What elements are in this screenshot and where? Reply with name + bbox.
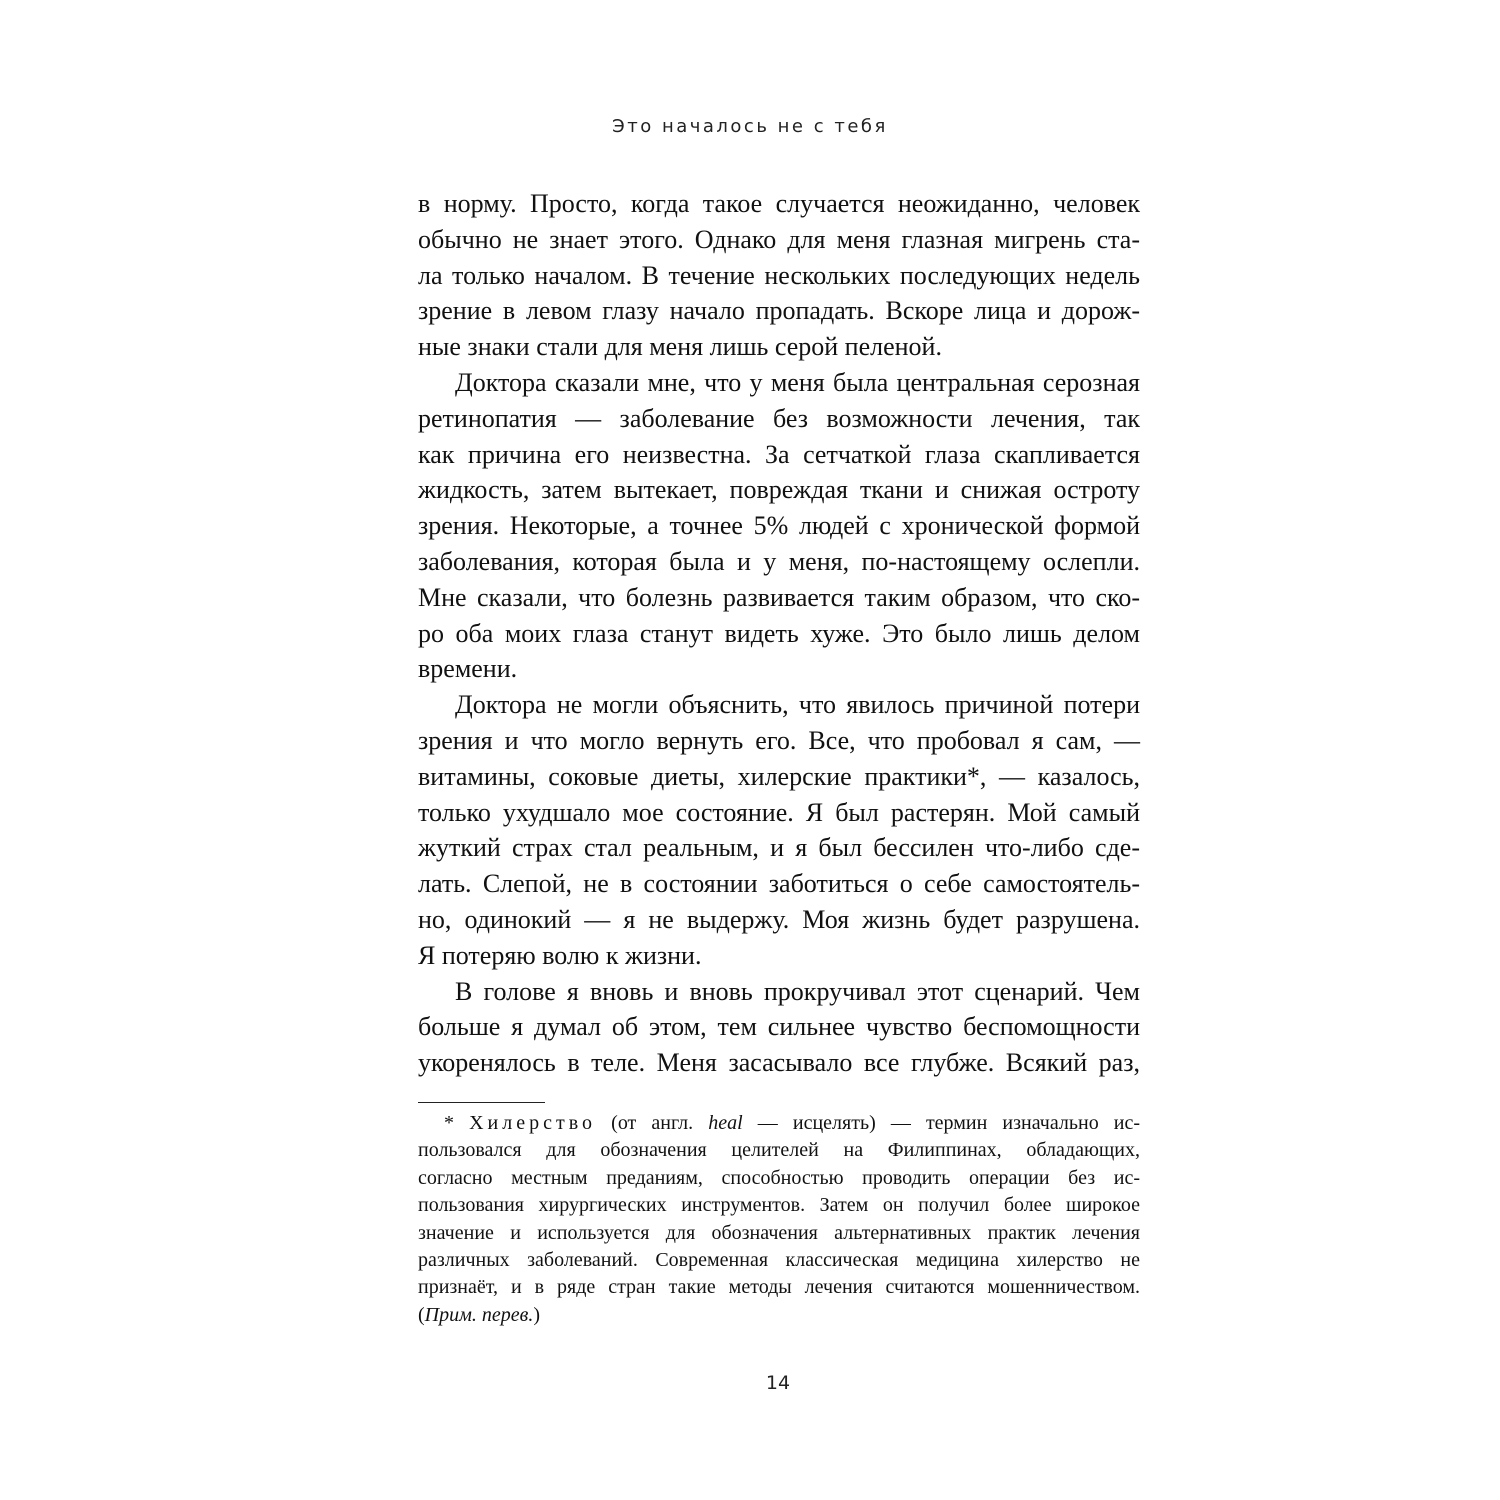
footnote-term: Хилерство — [469, 1112, 597, 1134]
body-line: как причина его неизвестна. За сетчаткой глаза скапливается — [418, 439, 1140, 469]
body-line-paragraph-start: Доктора не могли объяснить, что явилось причиной потери — [455, 690, 1140, 720]
body-line: зрения и что могло вернуть его. Все, что пробовал я сам, — — [418, 725, 1140, 755]
footnote-line: согласно местным преданиям, способностью проводить операции без ис- — [418, 1166, 1140, 1189]
body-line: больше я думал об этом, тем сильнее чувство беспомощности — [418, 1012, 1140, 1042]
footnote-separator — [418, 1102, 545, 1103]
body-line: ла только началом. В течение нескольких последующих недель — [418, 260, 1140, 290]
body-line: Я потеряю волю к жизни. — [418, 940, 702, 970]
footnote-english-word: heal — [708, 1112, 743, 1134]
body-line: жидкость, затем вытекает, повреждая ткани и снижая остроту — [418, 475, 1140, 505]
footnote-line: пользовался для обозначения целителей на Филиппинах, обладающих, — [418, 1139, 1140, 1162]
body-line: заболевания, которая была и у меня, по-настоящему ослепли. — [418, 546, 1140, 576]
body-line: укоренялось в теле. Меня засасывало все глубже. Всякий раз, — [418, 1048, 1140, 1078]
footnote-line: различных заболеваний. Современная классическая медицина хилерство не — [418, 1249, 1140, 1272]
footnote-line: значение и используется для обозначения альтернативных практик лечения — [418, 1221, 1140, 1244]
body-line: Мне сказали, что болезнь развивается таким образом, что ско- — [418, 582, 1140, 612]
body-line: ро оба моих глаза станут видеть хуже. Это было лишь делом — [418, 618, 1140, 648]
body-line: времени. — [418, 654, 518, 684]
body-line: зрения. Некоторые, а точнее 5% людей с хронической формой — [418, 511, 1140, 541]
body-line-paragraph-start: В голове я вновь и вновь прокручивал этот сценарий. Чем — [455, 976, 1140, 1006]
footnote-line: признаёт, и в ряде стран такие методы лечения считаются мошенничеством. — [418, 1276, 1140, 1299]
footnote-note-open: ( — [418, 1303, 425, 1326]
body-line: зрение в левом глазу начало пропадать. Вскоре лица и дорож- — [418, 296, 1140, 326]
footnote-open-paren: (от англ. — [611, 1112, 694, 1134]
body-line: только ухудшало мое состояние. Я был растерян. Мой самый — [418, 797, 1140, 827]
footnote-line: пользования хирургических инструментов. Затем он получил более широкое — [418, 1194, 1140, 1217]
body-text — [418, 186, 1140, 1081]
body-line: лать. Слепой, не в состоянии заботиться о себе самостоятель- — [418, 869, 1140, 899]
body-line: в норму. Просто, когда такое случается неожиданно, человек — [418, 189, 1140, 218]
footnote-line1-rest: — исцелять) — термин изначально ис- — [757, 1112, 1141, 1134]
footnote-note-close: ) — [533, 1303, 540, 1326]
footnote-marker: * — [444, 1112, 454, 1134]
footnote-line-first — [418, 1110, 1140, 1137]
body-line: жуткий страх стал реальным, и я был бессилен что-либо сде- — [418, 833, 1140, 863]
body-line: ные знаки стали для меня лишь серой пеленой. — [418, 332, 942, 362]
body-line-paragraph-start: Доктора сказали мне, что у меня была центральная серозная — [455, 367, 1140, 397]
body-line: но, одинокий — я не выдержу. Моя жизнь будет разрушена. — [418, 904, 1140, 934]
footnote — [418, 1110, 1140, 1329]
body-line: витамины, соковые диеты, хилерские практики*, — казалось, — [418, 761, 1140, 791]
page-number: 14 — [765, 1372, 791, 1394]
footnote-note-text: Прим. перев. — [424, 1303, 534, 1326]
body-line: обычно не знает этого. Однако для меня глазная мигрень ста- — [418, 224, 1140, 254]
body-line: ретинопатия — заболевание без возможности лечения, так — [418, 403, 1140, 433]
footnote-translator-note — [418, 1302, 1140, 1329]
running-head: Это началось не с тебя — [612, 116, 888, 137]
